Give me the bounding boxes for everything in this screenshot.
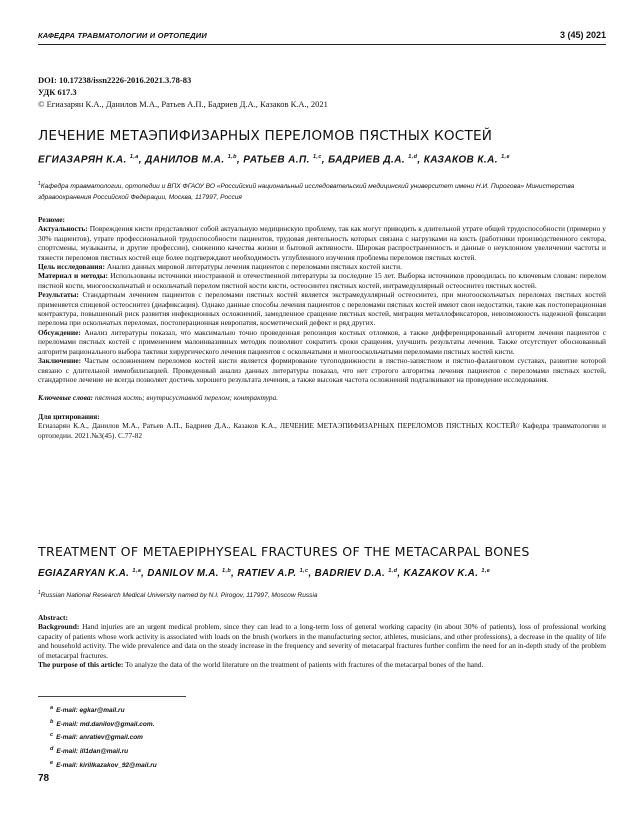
udc: УДК 617.3	[38, 87, 77, 97]
methods-label: Материал и методы:	[38, 271, 108, 281]
footnote-item	[50, 758, 157, 772]
background-text: Hand injuries are an urgent medical problem, since they can lead to a long-term loss of general working capacity (in about 30% of patients), loss of professional working capacity of patients whose work activity is associated with loads on the brush (workers in the manufacturing sector, athletes, musicians, and other professions), a decrease in the quality of life and household activity. The wide prevalence and data on the steady increase in the frequency and severity of metacarpal fractures further confirm the need for an in-depth study of the problem of metacarpal fractures.	[38, 622, 606, 660]
author-sup: 1,d	[408, 154, 418, 160]
affiliation-sup: 1	[38, 590, 41, 596]
footnote-mark: c	[50, 732, 54, 739]
ru-affiliation	[38, 179, 603, 203]
footnote-item	[50, 703, 157, 717]
article-meta	[38, 74, 328, 110]
affiliation-text: Russian National Research Medical University named by N.I. Pirogov, 117997, Moscow Russia	[40, 592, 318, 600]
footnotes	[50, 703, 157, 771]
ru-authors: ЕГИАЗАРЯН К.А. $^{1,a}$, ДАНИЛОВ М.А. $^{1,b}$, РАТЬЕВ А.П. $^{1,c}$, БАДРИЕВ Д.А. $^{1,d}$, КАЗАКОВ К.А. $^{1,e}$	[38, 154, 510, 166]
doi[interactable]: DOI: 10.17238/issn2226-2016.2021.3.78-83	[38, 75, 192, 85]
running-header	[38, 30, 606, 45]
background-label: Background:	[38, 622, 80, 632]
summary-label: Резюме:	[38, 215, 65, 224]
purpose-text: To analyze the data of the world literature on the treatment of patients with fractures of the metacarpal bones of the hand.	[125, 660, 484, 670]
footnote-item	[50, 730, 157, 744]
author-sup: 1,c	[299, 568, 309, 574]
conclusion-label: Заключение:	[38, 356, 82, 366]
keywords-text: пястная кость; внутрисуставной перелом; контрактура.	[94, 393, 279, 403]
keywords-label: Ключевые слова:	[38, 393, 93, 403]
author: DANILOV M.A.	[147, 568, 219, 580]
footnote-email[interactable]: E-mail: kirillkazakov_92@mail.ru	[56, 761, 157, 769]
en-title: TREATMENT OF METAEPIPHYSEAL FRACTURES OF THE METACARPAL BONES	[38, 544, 530, 559]
author-sup: 1,a	[132, 568, 142, 574]
footnote-divider	[38, 696, 186, 697]
aim-label: Цель исследования:	[38, 262, 105, 272]
footnote-item	[50, 744, 157, 758]
page-number: 78	[38, 773, 50, 784]
en-affiliation	[38, 590, 318, 599]
footnote-mark: d	[50, 745, 54, 752]
author-sup: 1,e	[481, 568, 491, 574]
abstract-label: Abstract:	[38, 613, 68, 622]
affiliation-sup: 1	[38, 181, 41, 187]
footnote-email[interactable]: E-mail: md.danilov@gmail.com.	[56, 720, 155, 728]
citation-text: Егиазарян К.А., Данилов М.А., Ратьев А.П., Бадриев Д.А., Казаков К.А., ЛЕЧЕНИЕ МЕТАЭПИФИЗАРНЫХ ПЕРЕЛОМОВ ПЯСТНЫХ КОСТЕЙ// Кафедра травматологии и ортопедии. 2021.№3(45). С.77-82	[38, 421, 606, 440]
author: КАЗАКОВ К.А.	[423, 154, 498, 166]
footnote-mark: a	[50, 705, 54, 711]
en-authors: EGIAZARYAN K.A. $^{1,a}$, DANILOV M.A. $^{1,b}$, RATIEV A.P. $^{1,c}$, BADRIEV D.A. $^{1,d}$, KAZAKOV K.A. $^{1,e}$	[38, 568, 491, 580]
author-sup: 1,d	[388, 568, 398, 574]
author: RATIEV A.P.	[237, 568, 297, 580]
discussion-label: Обсуждение:	[38, 327, 81, 337]
en-abstract	[38, 613, 606, 669]
journal-section: КАФЕДРА ТРАВМАТОЛОГИИ И ОРТОПЕДИИ	[38, 31, 207, 40]
author: EGIAZARYAN K.A.	[38, 568, 130, 580]
author: ДАНИЛОВ М.А.	[145, 154, 225, 166]
author-sup: 1,c	[312, 154, 322, 160]
copyright: © Егиазарян К.А., Данилов М.А., Ратьев А.П., Бадриев Д.А., Казаков К.А., 2021	[38, 99, 328, 109]
footnote-email[interactable]: E-mail: ill1dan@mail.ru	[56, 748, 129, 756]
footnote-mark: e	[50, 759, 54, 766]
relevance-text: Повреждения кисти представляют собой актуальную медицинскую проблему, так как могут приводить к длительной утрате общей трудоспособности (примерно у 30% пациентов), утрате профессиональной трудоспособности пациентов, трудовая деятельность которых связана с нагрузками на кисть (работники производственного сектора, спортсмены, музыканты, и другие профессии), снижению качества жизни и бытовой активности. Широкая распространенность и данные о неуклонном увеличении частоты и тяжести переломов пястных костей еще более подтверждают необходимость углубленного изучения проблемы переломов пястных костей.	[38, 224, 606, 262]
ru-title: ЛЕЧЕНИЕ МЕТАЭПИФИЗАРНЫХ ПЕРЕЛОМОВ ПЯСТНЫХ КОСТЕЙ	[38, 128, 493, 144]
results-text: Стандартным лечением пациентов с переломами пястных костей является экстрамедуллярный остеосинтез, при многооскольчатых переломах пястных костей применяется спицевой остеосинтез (диафиксация). Однако данные способы лечения пациентов с переломами пястных костей имеют свои недостатки, такие как постоперационная контрактура, повышенный риск развития инфекционных осложнений, замедленное сращение пястных костей, миграция металлофиксаторов, невозможность надежной фиксации перелома при оскольчатых переломах, постоперационная невропатия, косметический дефект и ряд других.	[38, 290, 606, 328]
issue-number: 3 (45) 2021	[559, 30, 606, 40]
aim-text: Анализ данных мировой литературы лечения пациентов с переломами пястных костей кисти.	[106, 262, 402, 272]
purpose-label: The purpose of this article:	[38, 660, 124, 670]
affiliation-text: Кафедра травматологии, ортопедии и ВПХ ФГАОУ ВО «Российский национальный исследовательский медицинский университет имени Н.И. Пирогова» Министерства здравоохранения Российской Федерации, Москва, 117997, Россия	[38, 183, 575, 202]
conclusion-text: Частым осложнением переломов костей кисти является формирование тугоподвижности в пястно-запястном и пястно-фаланговом суставах, развитие которой связано с длительной иммобилизацией. Проведенный анализ данных литературы показал, что нет строгого алгоритма лечения пациентов с переломами пястных костей, стандартное лечение не всегда позволяет достичь хорошего результата лечения, а также высокая частота осложнений подталкивают на проведение исследования.	[38, 356, 606, 384]
author: BADRIEV D.A.	[314, 568, 386, 580]
author: KAZAKOV K.A.	[403, 568, 479, 580]
footnote-mark: b	[50, 718, 54, 725]
author-sup: 1,b	[227, 154, 237, 160]
footnote-email[interactable]: E-mail: egkar@mail.ru	[56, 707, 125, 715]
author-sup: 1,e	[501, 154, 510, 160]
relevance-label: Актуальность:	[38, 224, 88, 234]
ru-abstract	[38, 215, 606, 440]
footnote-email[interactable]: E-mail: anratiev@gmail.com	[56, 734, 143, 742]
methods-text: Использованы источники иностранной и отечественной литературы за последние 15 лет. Выборка источников проводилась по ключевым словам: перелом пястной кости, многооскольчатый и оскольчатый перелом пястной кости кисти, остеосинтез пястных костей, интрамедуллярный остеосинтез пястных костей.	[38, 271, 606, 290]
author-sup: 1,a	[129, 154, 139, 160]
results-label: Результаты:	[38, 290, 79, 300]
author: БАДРИЕВ Д.А.	[328, 154, 406, 166]
author: ЕГИАЗАРЯН К.А.	[38, 154, 127, 166]
author-sup: 1,b	[222, 568, 232, 574]
discussion-text: Анализ литературы показал, что максимально точно проведенная репозиция костных отломков, а также дифференцированный алгоритм лечения пациентов с переломами пястных костей с применением малоинвазивных методик позволяют сократить сроки сращения, улучшить результаты лечения. Также отсутствует обоснованный алгоритм рационального выбора тактики хирургического лечения пациентов с оскольчатыми и многооскольчатыми переломами пястных костей кисти.	[38, 327, 606, 356]
citation-label: Для цитирования:	[38, 411, 100, 421]
footnote-item	[50, 717, 157, 731]
author: РАТЬЕВ А.П.	[243, 154, 310, 166]
